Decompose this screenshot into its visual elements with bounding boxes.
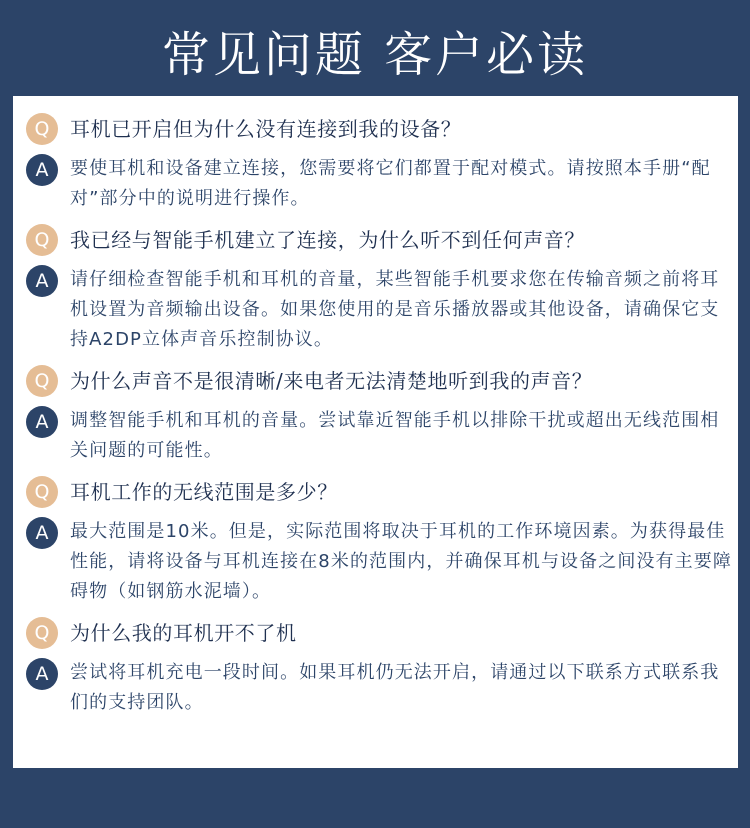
question-text: 为什么我的耳机开不了机 (70, 621, 297, 645)
answer-row (26, 406, 738, 466)
answer-text: 要使耳机和设备建立连接，您需要将它们都置于配对模式。请按照本手册“配对”部分中的说明进行操作。 (70, 158, 711, 209)
answer-row (26, 265, 738, 355)
question-text: 耳机已开启但为什么没有连接到我的设备？ (70, 117, 462, 141)
faq-item (26, 364, 738, 466)
answer-row (26, 658, 738, 718)
answer-row (26, 517, 738, 607)
page-title: 常见问题 客户必读 (161, 27, 589, 83)
faq-item (26, 223, 738, 355)
a-badge-icon: A (26, 265, 58, 297)
question-row (26, 112, 738, 146)
q-badge-icon: Q (26, 224, 58, 256)
q-badge-icon: Q (26, 365, 58, 397)
answer-row (26, 154, 738, 214)
answer-text: 最大范围是10米。但是，实际范围将取决于耳机的工作环境因素。为获得最佳性能，请将设备与耳机连接在8米的范围内，并确保耳机与设备之间没有主要障碍物（如钢筋水泥墙）。 (70, 521, 732, 602)
a-badge-icon: A (26, 658, 58, 690)
faq-item (26, 475, 738, 607)
question-row (26, 223, 738, 257)
question-text: 为什么声音不是很清晰/来电者无法清楚地听到我的声音？ (70, 369, 593, 393)
question-row (26, 616, 738, 650)
question-text: 我已经与智能手机建立了连接，为什么听不到任何声音？ (70, 228, 585, 252)
answer-text: 请仔细检查智能手机和耳机的音量，某些智能手机要求您在传输音频之前将耳机设置为音频输出设备。如果您使用的是音乐播放器或其他设备，请确保它支持A2DP立体声音乐控制协议。 (70, 269, 720, 350)
faq-item (26, 616, 738, 718)
question-row (26, 475, 738, 509)
answer-text: 调整智能手机和耳机的音量。尝试靠近智能手机以排除干扰或超出无线范围相关问题的可能性。 (70, 410, 720, 461)
a-badge-icon: A (26, 517, 58, 549)
answer-text: 尝试将耳机充电一段时间。如果耳机仍无法开启，请通过以下联系方式联系我们的支持团队。 (70, 662, 720, 713)
a-badge-icon: A (26, 406, 58, 438)
a-badge-icon: A (26, 154, 58, 186)
faq-item (26, 112, 738, 214)
faq-panel (13, 96, 738, 768)
faq-list (26, 112, 738, 727)
q-badge-icon: Q (26, 476, 58, 508)
q-badge-icon: Q (26, 617, 58, 649)
q-badge-icon: Q (26, 113, 58, 145)
question-row (26, 364, 738, 398)
question-text: 耳机工作的无线范围是多少？ (70, 480, 338, 504)
